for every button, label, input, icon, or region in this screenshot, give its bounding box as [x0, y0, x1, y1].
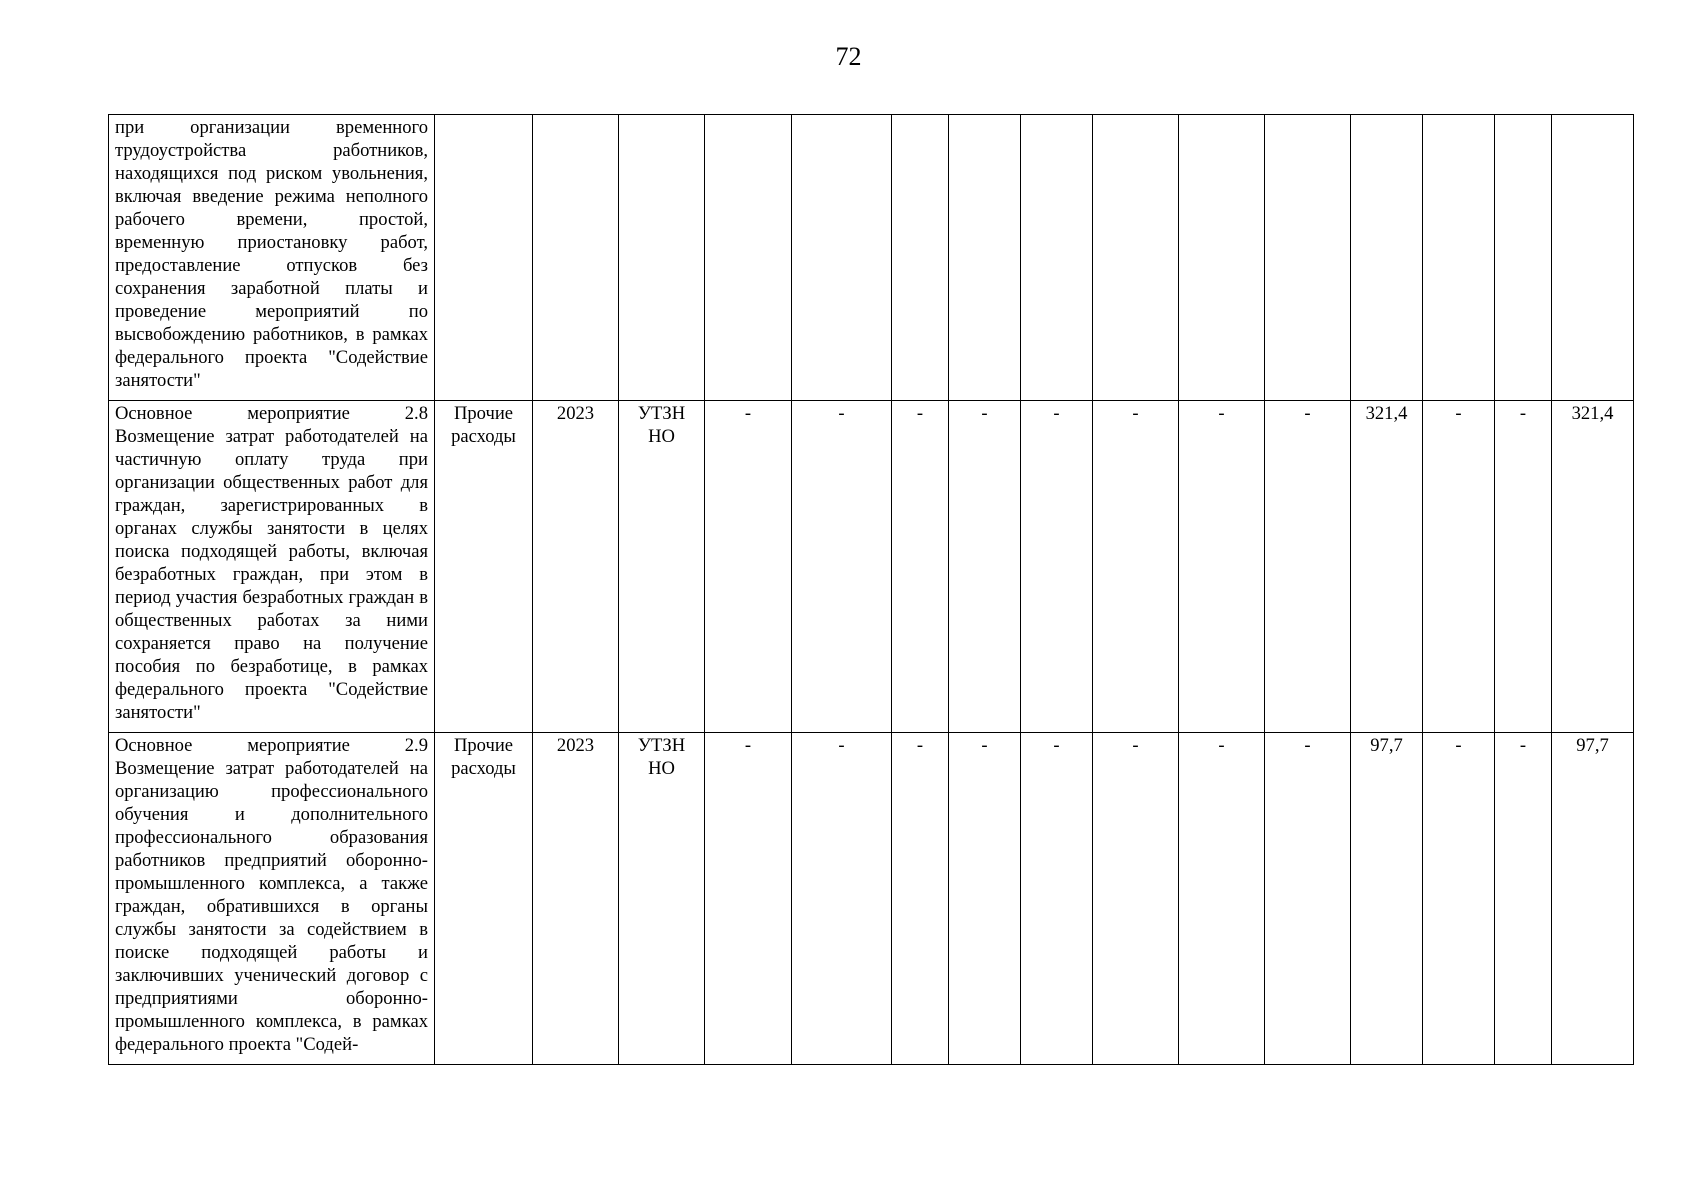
value-cell: - — [1021, 733, 1093, 1065]
value-cell: - — [705, 733, 792, 1065]
expense-type-cell: Прочие расходы — [435, 733, 533, 1065]
activity-description-cell: при организации временного трудоустройства работников, находящихся под риском увольнения, включая введение режима неполного рабочего времени, простой, временную приостановку работ, предоставление отпусков без сохранения заработной платы и проведение мероприятий по высвобождению работников, в рамках федерального проекта "Содействие занятости" — [109, 115, 435, 401]
value-cell — [949, 115, 1021, 401]
value-cell: - — [949, 733, 1021, 1065]
value-cell: - — [1265, 733, 1351, 1065]
executor-cell: УТЗН НО — [619, 733, 705, 1065]
value-cell: - — [892, 733, 949, 1065]
value-cell: 321,4 — [1351, 401, 1423, 733]
expense-type-cell: Прочие расходы — [435, 401, 533, 733]
executor-cell: УТЗН НО — [619, 401, 705, 733]
value-cell — [892, 115, 949, 401]
table-row — [109, 115, 1634, 401]
value-cell — [705, 115, 792, 401]
value-cell — [1351, 115, 1423, 401]
value-cell — [1021, 115, 1093, 401]
value-cell: 97,7 — [1351, 733, 1423, 1065]
value-cell: - — [1093, 733, 1179, 1065]
value-cell: - — [1495, 733, 1552, 1065]
page-number: 72 — [835, 42, 862, 71]
value-cell — [1423, 115, 1495, 401]
value-cell — [1179, 115, 1265, 401]
year-cell: 2023 — [533, 733, 619, 1065]
value-cell: - — [705, 401, 792, 733]
value-cell — [792, 115, 892, 401]
value-cell — [1093, 115, 1179, 401]
executor-cell — [619, 115, 705, 401]
activity-description-cell: Основное мероприятие 2.8 Возмещение затрат работодателей на частичную оплату труда при организации общественных работ для граждан, зарегистрированных в органах службы занятости в целях поиска подходящей работы, включая безработных граждан, при этом в период участия безработных граждан в общественных работах за ними сохраняется право на получение пособия по безработице, в рамках федерального проекта "Содействие занятости" — [109, 401, 435, 733]
value-cell: - — [1495, 401, 1552, 733]
value-cell: - — [1179, 401, 1265, 733]
value-cell — [1495, 115, 1552, 401]
table-row — [109, 733, 1634, 1065]
year-cell — [533, 115, 619, 401]
value-cell: - — [1179, 733, 1265, 1065]
value-cell: - — [1423, 401, 1495, 733]
value-cell: - — [892, 401, 949, 733]
program-activities-table — [108, 114, 1634, 1065]
total-value-cell — [1552, 115, 1634, 401]
activity-description-cell: Основное мероприятие 2.9 Возмещение затрат работодателей на организацию профессионального обучения и дополнительного профессионального образования работников предприятий оборонно-промышленного комплекса, а также граждан, обратившихся в органы службы занятости за содействием в поиске подходящей работы и заключивших ученический договор с предприятиями оборонно-промышленного комплекса, в рамках федерального проекта "Содей- — [109, 733, 435, 1065]
value-cell — [1265, 115, 1351, 401]
value-cell: - — [792, 733, 892, 1065]
value-cell: - — [949, 401, 1021, 733]
expense-type-cell — [435, 115, 533, 401]
value-cell: - — [1423, 733, 1495, 1065]
total-value-cell: 321,4 — [1552, 401, 1634, 733]
total-value-cell: 97,7 — [1552, 733, 1634, 1065]
value-cell: - — [792, 401, 892, 733]
value-cell: - — [1093, 401, 1179, 733]
value-cell: - — [1265, 401, 1351, 733]
year-cell: 2023 — [533, 401, 619, 733]
table-row — [109, 401, 1634, 733]
value-cell: - — [1021, 401, 1093, 733]
